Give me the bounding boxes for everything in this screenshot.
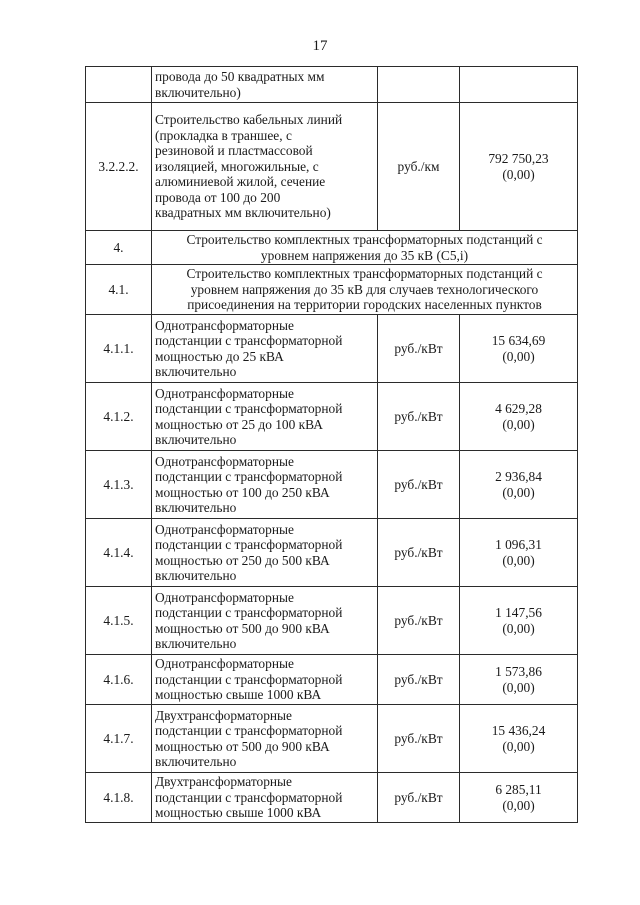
row-description (152, 315, 378, 383)
row-value (460, 383, 578, 451)
title-line: уровнем напряжения до 35 кВ для случаев технологического (190, 281, 539, 297)
tariff-value: 4 629,28 (495, 401, 542, 417)
row-unit: руб./кВт (378, 451, 460, 519)
row-value (460, 705, 578, 773)
row-number: 4.1.7. (86, 705, 152, 773)
description-line: включительно (155, 500, 237, 516)
row-description (152, 587, 378, 655)
table-row (86, 383, 578, 451)
tariff-note: (0,00) (502, 679, 535, 695)
row-description (152, 451, 378, 519)
title-line: Строительство комплектных трансформаторных подстанций с (186, 232, 543, 247)
description-line: включительно (155, 754, 237, 770)
tariff-value: 6 285,11 (495, 782, 542, 798)
row-value (460, 103, 578, 231)
row-unit: руб./кВт (378, 315, 460, 383)
tariff-note: (0,00) (502, 484, 535, 500)
row-value (460, 773, 578, 823)
row-value (460, 451, 578, 519)
description-line: включительно (155, 432, 237, 448)
row-unit: руб./кВт (378, 587, 460, 655)
section-title (152, 231, 578, 265)
row-number: 4.1. (86, 265, 152, 315)
description-line: включительно) (155, 84, 241, 100)
description-line: Однотрансформаторные (155, 656, 294, 672)
row-unit (378, 67, 460, 103)
row-number: 4.1.1. (86, 315, 152, 383)
tariff-value: 2 936,84 (495, 469, 542, 485)
row-unit: руб./кВт (378, 705, 460, 773)
tariff-value: 1 147,56 (495, 605, 542, 621)
row-description (152, 383, 378, 451)
description-line: провода от 100 до 200 (155, 189, 281, 205)
description-line: подстанции с трансформаторной (155, 537, 343, 553)
description-line: Двухтрансформаторные (155, 707, 292, 723)
tariff-note: (0,00) (502, 416, 535, 432)
tariff-value: 1 573,86 (495, 664, 542, 680)
description-line: подстанции с трансформаторной (155, 671, 343, 687)
row-number: 3.2.2.2. (86, 103, 152, 231)
tariff-note: (0,00) (502, 552, 535, 568)
description-line: (прокладка в траншее, с (155, 127, 292, 143)
description-line: мощностью от 25 до 100 кВА (155, 416, 323, 432)
row-value (460, 67, 578, 103)
row-number: 4.1.4. (86, 519, 152, 587)
page-number: 17 (312, 38, 328, 54)
tariff-value: 1 096,31 (495, 537, 542, 553)
tariff-value: 15 436,24 (491, 723, 546, 739)
row-unit: руб./кВт (378, 383, 460, 451)
description-line: мощностью свыше 1000 кВА (155, 805, 322, 821)
description-line: Однотрансформаторные (155, 521, 294, 537)
row-number: 4. (86, 231, 152, 265)
description-line: Двухтрансформаторные (155, 774, 292, 790)
row-value (460, 655, 578, 705)
row-description (152, 655, 378, 705)
row-unit: руб./кВт (378, 519, 460, 587)
description-line: мощностью от 100 до 250 кВА (155, 484, 330, 500)
table-row (86, 67, 578, 103)
row-description (152, 519, 378, 587)
table-row (86, 705, 578, 773)
description-line: подстанции с трансформаторной (155, 469, 343, 485)
row-number: 4.1.8. (86, 773, 152, 823)
tariff-note: (0,00) (502, 166, 535, 182)
row-number: 4.1.6. (86, 655, 152, 705)
table-row (86, 451, 578, 519)
description-line: мощностью до 25 кВА (155, 348, 284, 364)
row-value (460, 587, 578, 655)
description-line: мощностью свыше 1000 кВА (155, 687, 322, 703)
description-line: алюминиевой жилой, сечение (155, 174, 326, 190)
row-unit: руб./кВт (378, 655, 460, 705)
row-number: 4.1.3. (86, 451, 152, 519)
description-line: мощностью от 500 до 900 кВА (155, 620, 330, 636)
row-description (152, 705, 378, 773)
row-description (152, 773, 378, 823)
row-value (460, 315, 578, 383)
description-line: подстанции с трансформаторной (155, 723, 343, 739)
description-line: Строительство кабельных линий (155, 111, 343, 127)
description-line: Однотрансформаторные (155, 453, 294, 469)
description-line: подстанции с трансформаторной (155, 401, 343, 417)
description-line: включительно (155, 364, 237, 380)
description-line: провода до 50 квадратных мм (155, 68, 325, 84)
table-row (86, 103, 578, 231)
tariff-note: (0,00) (502, 620, 535, 636)
description-line: подстанции с трансформаторной (155, 333, 343, 349)
section-row (86, 231, 578, 265)
description-line: Однотрансформаторные (155, 385, 294, 401)
description-line: включительно (155, 636, 237, 652)
row-unit: руб./км (378, 103, 460, 231)
row-number: 4.1.5. (86, 587, 152, 655)
row-unit: руб./кВт (378, 773, 460, 823)
tariff-note: (0,00) (502, 797, 535, 813)
subsection-title (152, 265, 578, 315)
subsection-row (86, 265, 578, 315)
description-line: мощностью от 500 до 900 кВА (155, 738, 330, 754)
row-value (460, 519, 578, 587)
title-line: Строительство комплектных трансформаторных подстанций с (186, 266, 543, 282)
description-line: подстанции с трансформаторной (155, 605, 343, 621)
tariff-note: (0,00) (502, 738, 535, 754)
table-row (86, 655, 578, 705)
row-number (86, 67, 152, 103)
description-line: Однотрансформаторные (155, 317, 294, 333)
description-line: изоляцией, многожильные, с (155, 158, 319, 174)
table-row (86, 587, 578, 655)
tariff-table (85, 66, 578, 823)
description-line: Однотрансформаторные (155, 589, 294, 605)
tariff-note: (0,00) (502, 348, 535, 364)
tariff-value: 15 634,69 (491, 333, 546, 349)
table-row (86, 773, 578, 823)
description-line: квадратных мм включительно) (155, 205, 331, 221)
row-description (152, 67, 378, 103)
table-row (86, 315, 578, 383)
table-row (86, 519, 578, 587)
description-line: мощностью от 250 до 500 кВА (155, 552, 330, 568)
row-description (152, 103, 378, 231)
description-line: включительно (155, 568, 237, 584)
title-line: присоединения на территории городских населенных пунктов (187, 297, 542, 313)
tariff-table-body (86, 67, 578, 823)
title-line: уровнем напряжения до 35 кВ (C5,i) (260, 247, 469, 263)
description-line: подстанции с трансформаторной (155, 789, 343, 805)
description-line: резиновой и пластмассовой (155, 143, 313, 159)
tariff-value: 792 750,23 (488, 150, 549, 166)
row-number: 4.1.2. (86, 383, 152, 451)
